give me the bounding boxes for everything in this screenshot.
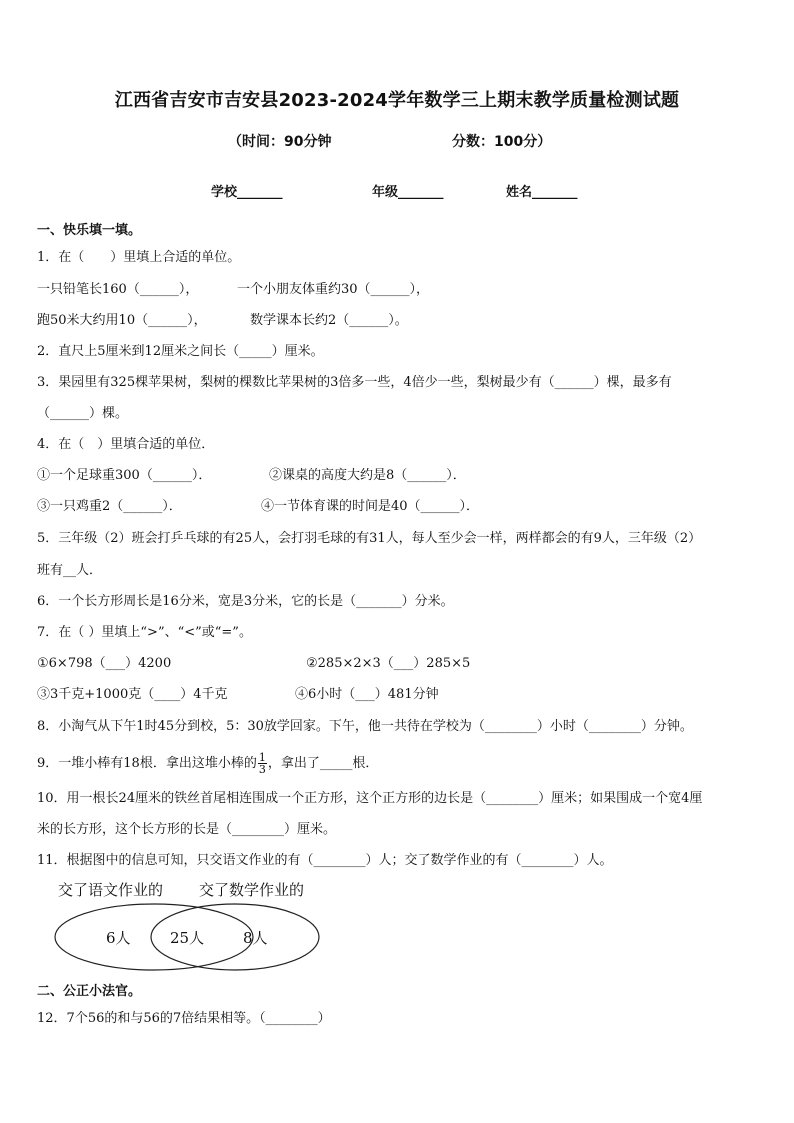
question-4-row-1 <box>37 467 757 485</box>
question-7b: ②285×2×3（___）285×5 <box>306 656 471 671</box>
question-7a: ①6×798（___）4200 <box>37 656 172 671</box>
venn-chinese-only: 6人 <box>106 929 131 947</box>
exam-score: 分数：100分） <box>452 134 552 150</box>
question-4-row-2 <box>37 498 757 516</box>
question-3-line-2: （______）棵。 <box>37 406 129 421</box>
question-9-text-start: 9．一堆小棒有18根．拿出这堆小棒的 <box>37 756 257 771</box>
question-4a: ①一个足球重300（______）． <box>37 468 212 483</box>
fraction-one-third <box>258 752 267 775</box>
question-1a: 一只铅笔长160（______）， <box>37 282 199 297</box>
question-4d: ④一节体育课的时间是40（______）． <box>261 499 480 514</box>
section-1-heading: 一、快乐填一填。 <box>37 223 142 238</box>
exam-title: 江西省吉安市吉安县2023-2024学年数学三上期末教学质量检测试题 <box>114 90 680 111</box>
question-1-row-1 <box>37 281 757 299</box>
school-field[interactable]: 学校_______ <box>211 185 283 200</box>
question-7-row-2 <box>37 686 757 704</box>
fraction-denominator: 3 <box>258 763 266 776</box>
grade-field[interactable]: 年级_______ <box>372 185 444 200</box>
question-9 <box>37 752 757 775</box>
question-1c: 跑50米大约用10（______）， <box>37 313 207 328</box>
question-10-line-2: 米的长方形，这个长方形的长是（________）厘米。 <box>37 822 337 837</box>
question-7d: ④6小时（___）481分钟 <box>295 687 439 702</box>
question-10-line-1: 10．用一根长24厘米的铁丝首尾相连围成一个正方形，这个正方形的边长是（________）厘米；如果围成一个宽4厘 <box>37 791 703 806</box>
question-1-row-2 <box>37 312 757 330</box>
question-4: 4．在（ ）里填合适的单位． <box>37 437 215 452</box>
question-9-text-end: ，拿出了_____根． <box>267 756 379 771</box>
fraction-numerator: 1 <box>258 751 266 764</box>
question-5-line-2: 班有__人． <box>37 563 103 578</box>
venn-both: 25人 <box>170 929 205 947</box>
question-7-row-1 <box>37 655 757 673</box>
question-1d: 数学课本长约2（______）。 <box>250 313 408 328</box>
venn-label-math: 交了数学作业的 <box>199 881 305 899</box>
question-3-line-1: 3．果园里有325棵苹果树，梨树的棵数比苹果树的3倍多一些，4倍少一些，梨树最少有（______）棵，最多有 <box>37 375 672 390</box>
section-2-heading: 二、公正小法官。 <box>37 984 142 999</box>
exam-time: （时间：90分钟 <box>228 134 332 150</box>
question-1: 1．在（ ）里填上合适的单位。 <box>37 250 241 265</box>
venn-label-chinese: 交了语文作业的 <box>58 881 164 899</box>
question-5-line-1: 5．三年级（2）班会打乒乓球的有25人，会打羽毛球的有31人，每人至少会一样，两样都会的有9人，三年级（2） <box>37 531 702 546</box>
question-11: 11．根据图中的信息可知，只交语文作业的有（________）人；交了数学作业的有（________）人。 <box>37 853 613 868</box>
question-1b: 一个小朋友体重约30（______）， <box>237 282 430 297</box>
name-field[interactable]: 姓名_______ <box>506 185 578 200</box>
venn-ellipse-chinese <box>55 904 253 970</box>
question-7c: ③3千克+1000克（____）4千克 <box>37 687 228 702</box>
venn-math-only: 8人 <box>243 929 268 947</box>
question-8: 8．小淘气从下午1时45分到校，5：30放学回家。下午，他一共待在学校为（________）小时（________）分钟。 <box>37 719 693 734</box>
question-2: 2．直尺上5厘米到12厘米之间长（_____）厘米。 <box>37 344 324 359</box>
question-7: 7．在（ ）里填上“>”、“<”或“=”。 <box>37 625 252 640</box>
question-6: 6．一个长方形周长是16分米，宽是3分米，它的长是（_______）分米。 <box>37 594 454 609</box>
question-4b: ②课桌的高度大约是8（______）． <box>269 468 466 483</box>
question-12: 12．7个56的和与56的7倍结果相等。（________） <box>37 1011 331 1026</box>
question-4c: ③一只鸡重2（______）． <box>37 499 182 514</box>
